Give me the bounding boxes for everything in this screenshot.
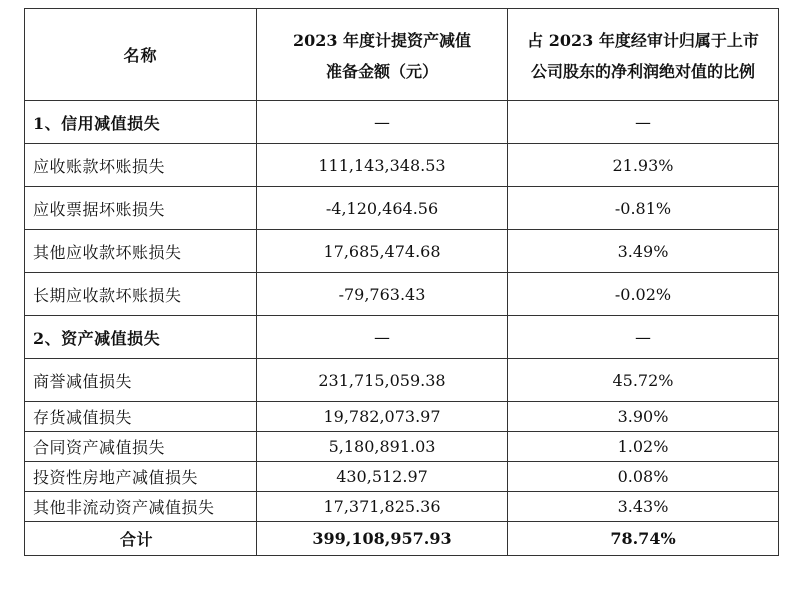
header-pct-line2: 公司股东的净利润绝对值的比例 bbox=[530, 61, 755, 81]
row-name: 1、信用减值损失 bbox=[25, 101, 257, 144]
impairment-table bbox=[24, 8, 779, 556]
table-row bbox=[25, 492, 779, 522]
row-name: 2、资产减值损失 bbox=[25, 316, 257, 359]
row-amount: 111,143,348.53 bbox=[257, 144, 508, 187]
row-name: 应收账款坏账损失 bbox=[25, 144, 257, 187]
row-pct: 3.90% bbox=[508, 402, 779, 432]
header-pct-line1: 占 2023 年度经审计归属于上市 bbox=[527, 30, 759, 50]
row-amount: 17,685,474.68 bbox=[257, 230, 508, 273]
row-name: 商誉减值损失 bbox=[25, 359, 257, 402]
total-name: 合计 bbox=[25, 522, 257, 556]
header-name: 名称 bbox=[25, 9, 257, 101]
row-pct: 0.08% bbox=[508, 462, 779, 492]
row-amount: 5,180,891.03 bbox=[257, 432, 508, 462]
row-amount: — bbox=[257, 316, 508, 359]
row-pct: 45.72% bbox=[508, 359, 779, 402]
total-amount: 399,108,957.93 bbox=[257, 522, 508, 556]
row-amount: 430,512.97 bbox=[257, 462, 508, 492]
table-row bbox=[25, 462, 779, 492]
row-pct: 21.93% bbox=[508, 144, 779, 187]
row-amount: 231,715,059.38 bbox=[257, 359, 508, 402]
row-amount: 17,371,825.36 bbox=[257, 492, 508, 522]
row-name: 长期应收款坏账损失 bbox=[25, 273, 257, 316]
row-name: 投资性房地产减值损失 bbox=[25, 462, 257, 492]
header-row bbox=[25, 9, 779, 101]
row-name: 其他应收款坏账损失 bbox=[25, 230, 257, 273]
row-pct: -0.81% bbox=[508, 187, 779, 230]
table-row bbox=[25, 359, 779, 402]
row-name: 合同资产减值损失 bbox=[25, 432, 257, 462]
table-body bbox=[25, 101, 779, 556]
section-row-credit bbox=[25, 101, 779, 144]
header-amount-line1: 2023 年度计提资产减值 bbox=[292, 30, 472, 50]
header-pct bbox=[508, 9, 779, 101]
total-row bbox=[25, 522, 779, 556]
row-name: 其他非流动资产减值损失 bbox=[25, 492, 257, 522]
header-amount bbox=[257, 9, 508, 101]
row-pct: — bbox=[508, 316, 779, 359]
row-name: 应收票据坏账损失 bbox=[25, 187, 257, 230]
row-pct: -0.02% bbox=[508, 273, 779, 316]
row-name: 存货减值损失 bbox=[25, 402, 257, 432]
header-amount-line2: 准备金额（元） bbox=[325, 61, 438, 81]
table-row bbox=[25, 432, 779, 462]
table-row bbox=[25, 230, 779, 273]
row-pct: 3.43% bbox=[508, 492, 779, 522]
row-pct: 3.49% bbox=[508, 230, 779, 273]
table-row bbox=[25, 144, 779, 187]
total-pct: 78.74% bbox=[508, 522, 779, 556]
section-row-asset bbox=[25, 316, 779, 359]
table-row bbox=[25, 187, 779, 230]
row-pct: — bbox=[508, 101, 779, 144]
row-amount: -4,120,464.56 bbox=[257, 187, 508, 230]
table-row bbox=[25, 273, 779, 316]
table-row bbox=[25, 402, 779, 432]
row-amount: -79,763.43 bbox=[257, 273, 508, 316]
row-amount: 19,782,073.97 bbox=[257, 402, 508, 432]
row-amount: — bbox=[257, 101, 508, 144]
row-pct: 1.02% bbox=[508, 432, 779, 462]
